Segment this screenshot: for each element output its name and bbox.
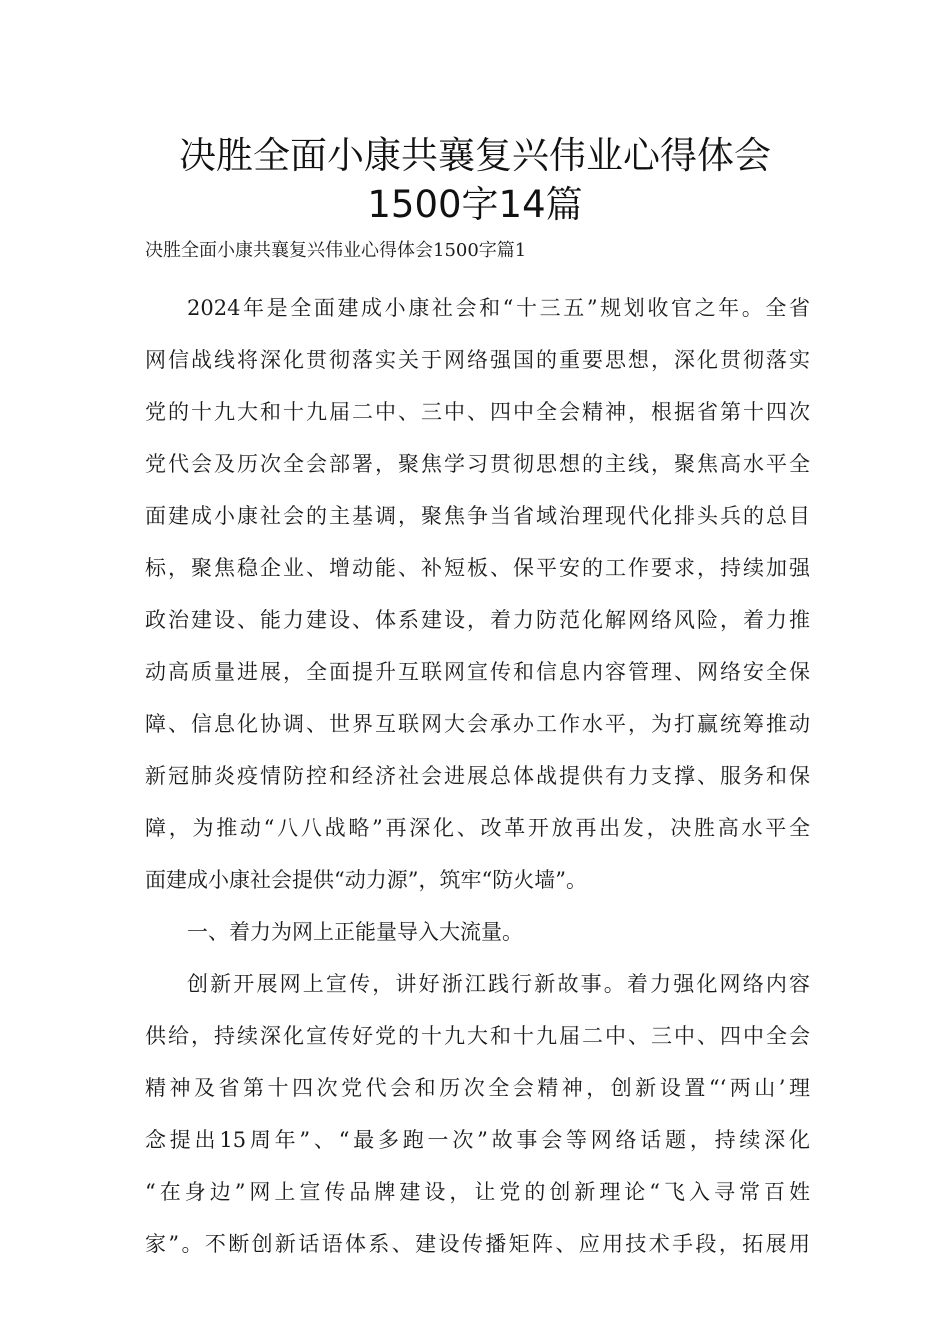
body-line: 面建成小康社会的主基调，聚焦争当省域治理现代化排头兵的总目 xyxy=(145,504,810,528)
body-line: 障、信息化协调、世界互联网大会承办工作水平，为打赢统筹推动 xyxy=(145,712,810,736)
body-line: 念提出15周年”、“最多跑一次”故事会等网络话题，持续深化 xyxy=(145,1128,810,1152)
document-body xyxy=(145,282,810,1270)
body-line: 供给，持续深化宣传好党的十九大和十九届二中、三中、四中全会 xyxy=(145,1024,810,1048)
body-line: 新冠肺炎疫情防控和经济社会进展总体战提供有力支撑、服务和保 xyxy=(145,764,810,788)
body-line: 党代会及历次全会部署，聚焦学习贯彻思想的主线，聚焦高水平全 xyxy=(145,452,810,476)
document-title-line-1: 决胜全面小康共襄复兴伟业心得体会 xyxy=(179,134,771,177)
body-line: 家”。不断创新话语体系、建设传播矩阵、应用技术手段，拓展用 xyxy=(145,1232,810,1256)
body-line: 标，聚焦稳企业、增动能、补短板、保平安的工作要求，持续加强 xyxy=(145,556,810,580)
body-heading: 一、着力为网上正能量导入大流量。 xyxy=(187,920,523,944)
body-line: 面建成小康社会提供“动力源”，筑牢“防火墙”。 xyxy=(145,868,587,892)
body-line: 党的十九大和十九届二中、三中、四中全会精神，根据省第十四次 xyxy=(145,400,810,424)
section-heading: 决胜全面小康共襄复兴伟业心得体会1500字篇1 xyxy=(145,240,527,261)
body-line: 创新开展网上宣传，讲好浙江践行新故事。着力强化网络内容 xyxy=(187,972,810,996)
body-line: 障，为推动“八八战略”再深化、改革开放再出发，决胜高水平全 xyxy=(145,816,810,840)
body-line: “在身边”网上宣传品牌建设，让党的创新理论“飞入寻常百姓 xyxy=(145,1180,810,1204)
body-line: 精神及省第十四次党代会和历次全会精神，创新设置“‘两山’理 xyxy=(145,1076,810,1100)
body-line: 政治建设、能力建设、体系建设，着力防范化解网络风险，着力推 xyxy=(145,608,810,632)
body-line: 动高质量进展，全面提升互联网宣传和信息内容管理、网络安全保 xyxy=(145,660,810,684)
document-title-line-2: 1500字14篇 xyxy=(367,183,583,226)
body-line: 网信战线将深化贯彻落实关于网络强国的重要思想，深化贯彻落实 xyxy=(145,348,810,372)
body-line: 2024年是全面建成小康社会和“十三五”规划收官之年。全省 xyxy=(187,296,810,320)
